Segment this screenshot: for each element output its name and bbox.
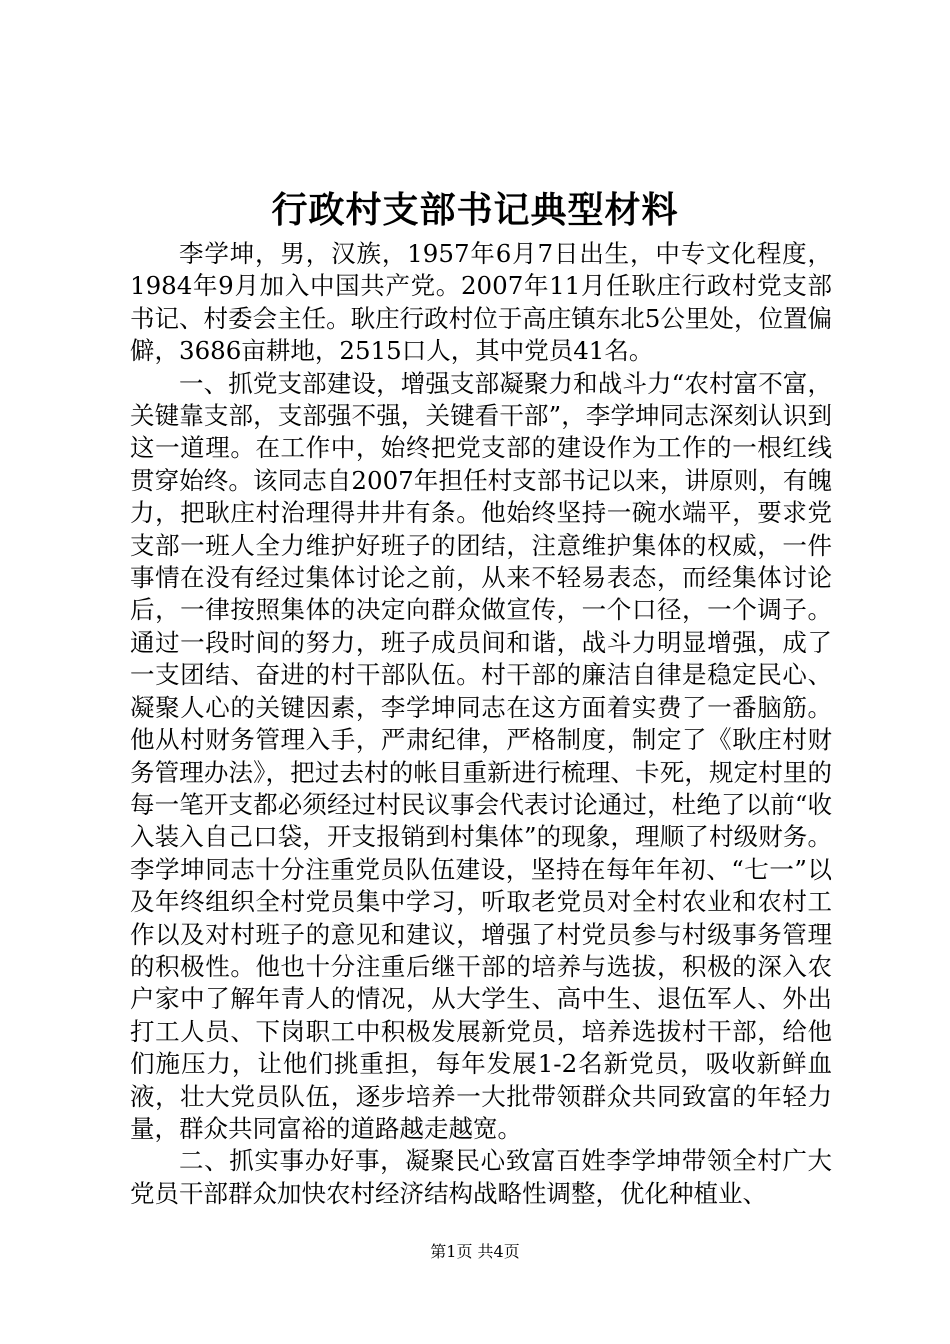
document-title: 行政村支部书记典型材料	[271, 189, 679, 231]
page-number-footer: 第1页 共4页	[430, 1242, 520, 1261]
paragraph-section-one: 一、抓党支部建设，增强支部凝聚力和战斗力“农村富不富，关键靠支部，支部强不强，关键看干部”，李学坤同志深刻认识到这一道理。在工作中，始终把党支部的建设作为工作的一根红线贯穿始终。该同志自2007年担任村支部书记以来，讲原则，有魄力，把耿庄村治理得井井有条。他始终坚持一碗水端平，要求党支部一班人全力维护好班子的团结，注意维护集体的权威，一件事情在没有经过集体讨论之前，从来不轻易表态，而经集体讨论后，一律按照集体的决定向群众做宣传，一个口径，一个调子。通过一段时间的努力，班子成员间和谐，战斗力明显增强，成了一支团结、奋进的村干部队伍。村干部的廉洁自律是稳定民心、凝聚人心的关键因素，李学坤同志在这方面着实费了一番脑筋。他从村财务管理入手，严肃纪律，严格制度，制定了《耿庄村财务管理办法》，把过去村的帐目重新进行梳理、卡死，规定村里的每一笔开支都必须经过村民议事会代表讨论通过，杜绝了以前“收入装入自己口袋，开支报销到村集体”的现象，理顺了村级财务。李学坤同志十分注重党员队伍建设，坚持在每年年初、“七一”以及年终组织全村党员集中学习，听取老党员对全村农业和农村工作以及对村班子的意见和建议，增强了村党员参与村级事务管理的积极性。他也十分注重后继干部的培养与选拔，积极的深入农户家中了解年青人的情况，从大学生、高中生、退伍军人、外出打工人员、下岗职工中积极发展新党员，培养选拔村干部，给他们施压力，让他们挑重担，每年发展1-2名新党员，吸收新鲜血液，壮大党员队伍，逐步培养一大批带领群众共同致富的年轻力量，群众共同富裕的道路越走越宽。	[130, 368, 832, 1143]
paragraph-section-two: 二、抓实事办好事，凝聚民心致富百姓李学坤带领全村广大党员干部群众加快农村经济结构战略性调整，优化种植业、	[130, 1146, 832, 1208]
paragraph-intro: 李学坤，男，汉族，1957年6月7日出生，中专文化程度，1984年9月加入中国共产党。2007年11月任耿庄行政村党支部书记、村委会主任。耿庄行政村位于高庄镇东北5公里处，位置偏僻，3686亩耕地，2515口人，其中党员41名。	[130, 239, 832, 366]
document-body	[130, 238, 832, 1210]
